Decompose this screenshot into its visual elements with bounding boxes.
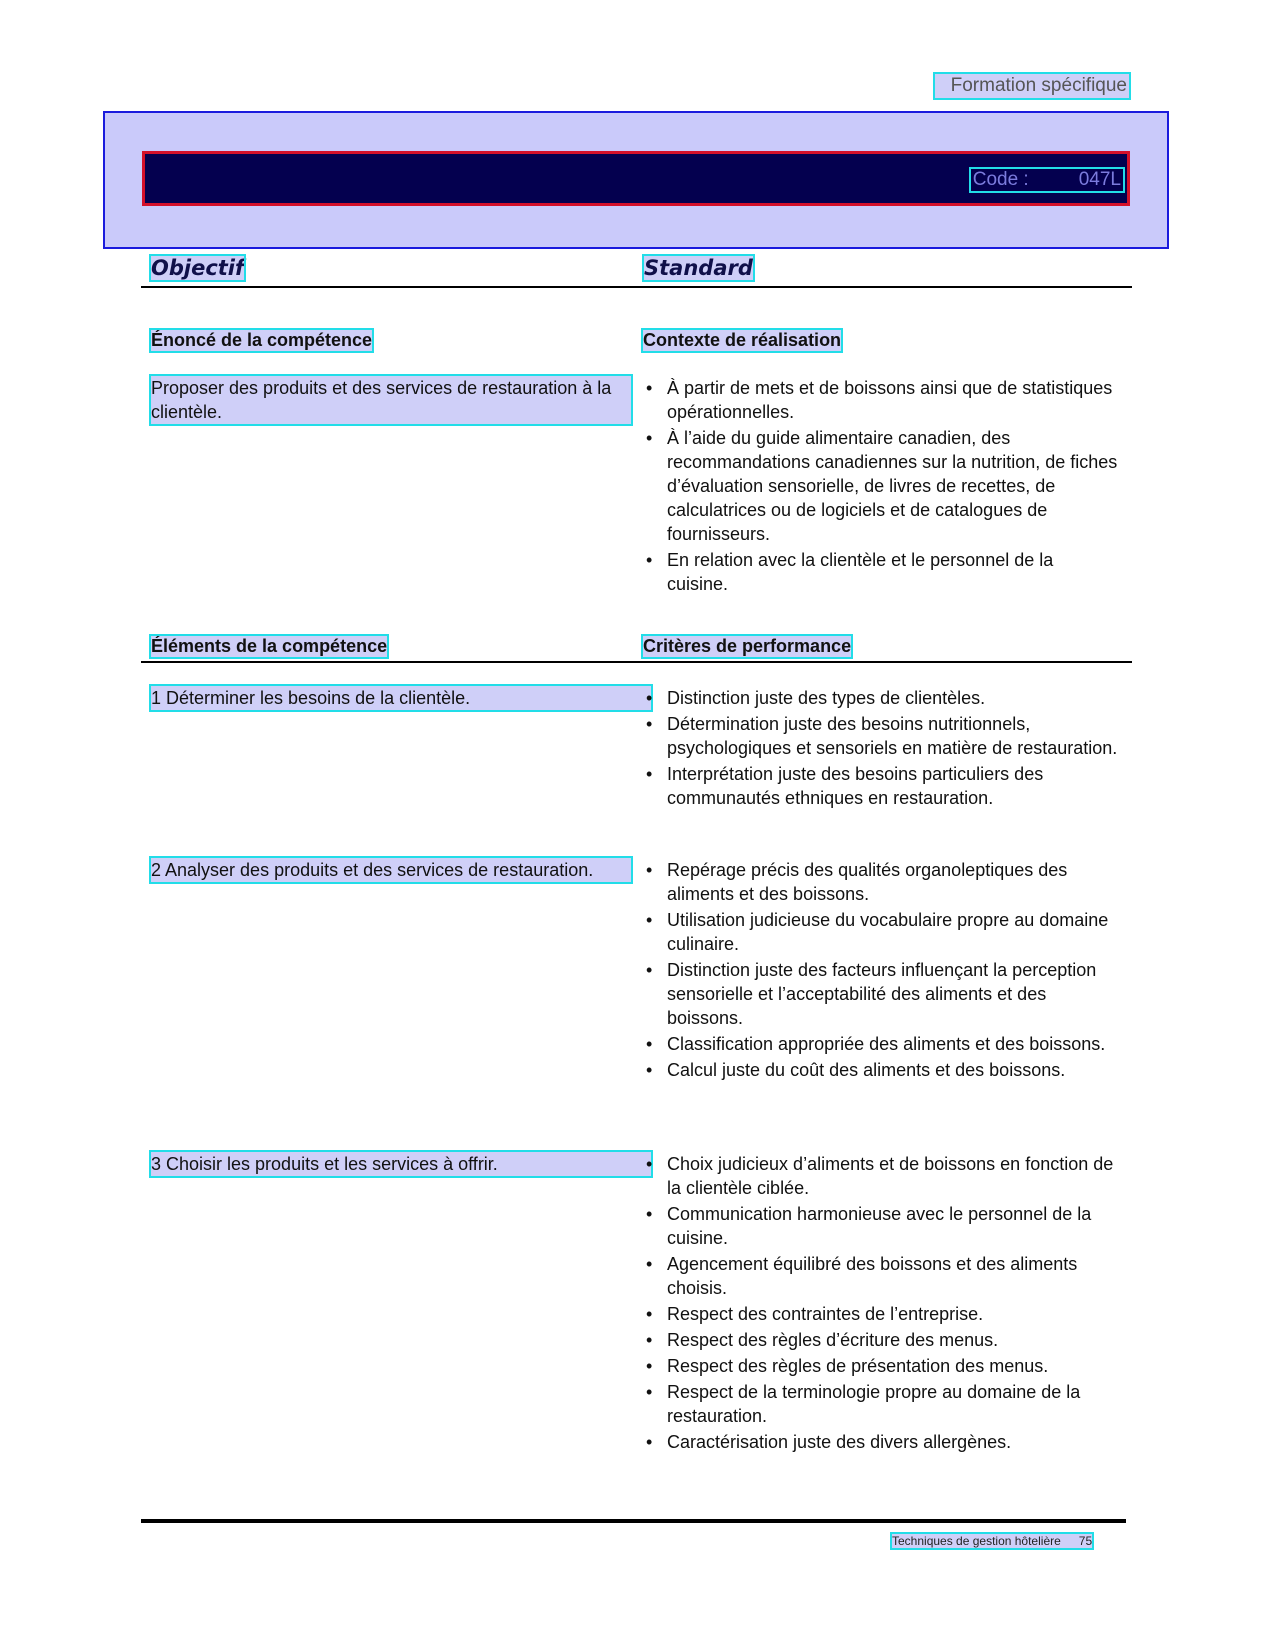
standard-heading: Standard [644, 256, 753, 280]
objectif-heading: Objectif [151, 256, 245, 280]
list-item: • Respect des règles d’écriture des menus. [643, 1328, 1118, 1352]
list-item: • Détermination juste des besoins nutritionnels, psychologiques et sensoriels en matière de restauration. [643, 712, 1118, 760]
list-item: • Respect des contraintes de l’entreprise. [643, 1302, 1118, 1326]
criteria-list-2 [643, 858, 1118, 1084]
criteria-list-1 [643, 686, 1118, 812]
section-rule [141, 661, 1132, 663]
list-item: • Calcul juste du coût des aliments et des boissons. [643, 1058, 1118, 1082]
competence-statement: Proposer des produits et des services de restauration à la clientèle. [151, 376, 631, 424]
list-item: • Interprétation juste des besoins particuliers des communautés ethniques en restauration. [643, 762, 1118, 810]
element-2: 2 Analyser des produits et des services de restauration. [151, 858, 631, 882]
list-item: • Caractérisation juste des divers allergènes. [643, 1430, 1118, 1454]
page-footer [892, 1534, 1092, 1548]
competency-code [971, 169, 1123, 191]
list-item: • Distinction juste des types de clientèles. [643, 686, 1118, 710]
list-item: • À l’aide du guide alimentaire canadien, des recommandations canadiennes sur la nutrition, de fiches d’évaluation sensorielle, de livres de recettes, de calculatrices ou de logiciels et de catalogues de fournisseurs. [643, 426, 1118, 546]
list-item: • Utilisation judicieuse du vocabulaire propre au domaine culinaire. [643, 908, 1118, 956]
list-item: • Distinction juste des facteurs influençant la perception sensorielle et l’acceptabilité des aliments et des boissons. [643, 958, 1118, 1030]
list-item: • Classification appropriée des aliments et des boissons. [643, 1032, 1118, 1056]
contexte-heading: Contexte de réalisation [643, 330, 842, 350]
criteres-heading: Critères de performance [643, 636, 852, 656]
enonce-heading: Énoncé de la compétence [151, 330, 373, 350]
competency-banner [103, 111, 1169, 249]
table-header [141, 256, 1132, 288]
element-3: 3 Choisir les produits et les services à offrir. [151, 1152, 651, 1176]
banner-bar [142, 151, 1130, 206]
list-item: • Communication harmonieuse avec le personnel de la cuisine. [643, 1202, 1118, 1250]
code-label: Code : [972, 169, 1029, 190]
list-item: • À partir de mets et de boissons ainsi que de statistiques opérationnelles. [643, 376, 1118, 424]
criteria-list-3 [643, 1152, 1118, 1456]
list-item: • Respect des règles de présentation des menus. [643, 1354, 1118, 1378]
list-item: • Respect de la terminologie propre au domaine de la restauration. [643, 1380, 1118, 1428]
running-header: Formation spécifique [935, 74, 1129, 98]
code-value: 047L [1078, 169, 1121, 190]
footer-program: Techniques de gestion hôtelière [892, 1534, 1061, 1548]
element-1: 1 Déterminer les besoins de la clientèle. [151, 686, 651, 710]
elements-heading: Éléments de la compétence [151, 636, 388, 656]
list-item: • Repérage précis des qualités organoleptiques des aliments et des boissons. [643, 858, 1118, 906]
list-item: • En relation avec la clientèle et le personnel de la cuisine. [643, 548, 1118, 596]
page-number: 75 [1078, 1534, 1093, 1548]
list-item: • Choix judicieux d’aliments et de boissons en fonction de la clientèle ciblée. [643, 1152, 1118, 1200]
list-item: • Agencement équilibré des boissons et des aliments choisis. [643, 1252, 1118, 1300]
contexte-list [643, 376, 1118, 598]
footer-rule [141, 1519, 1126, 1523]
